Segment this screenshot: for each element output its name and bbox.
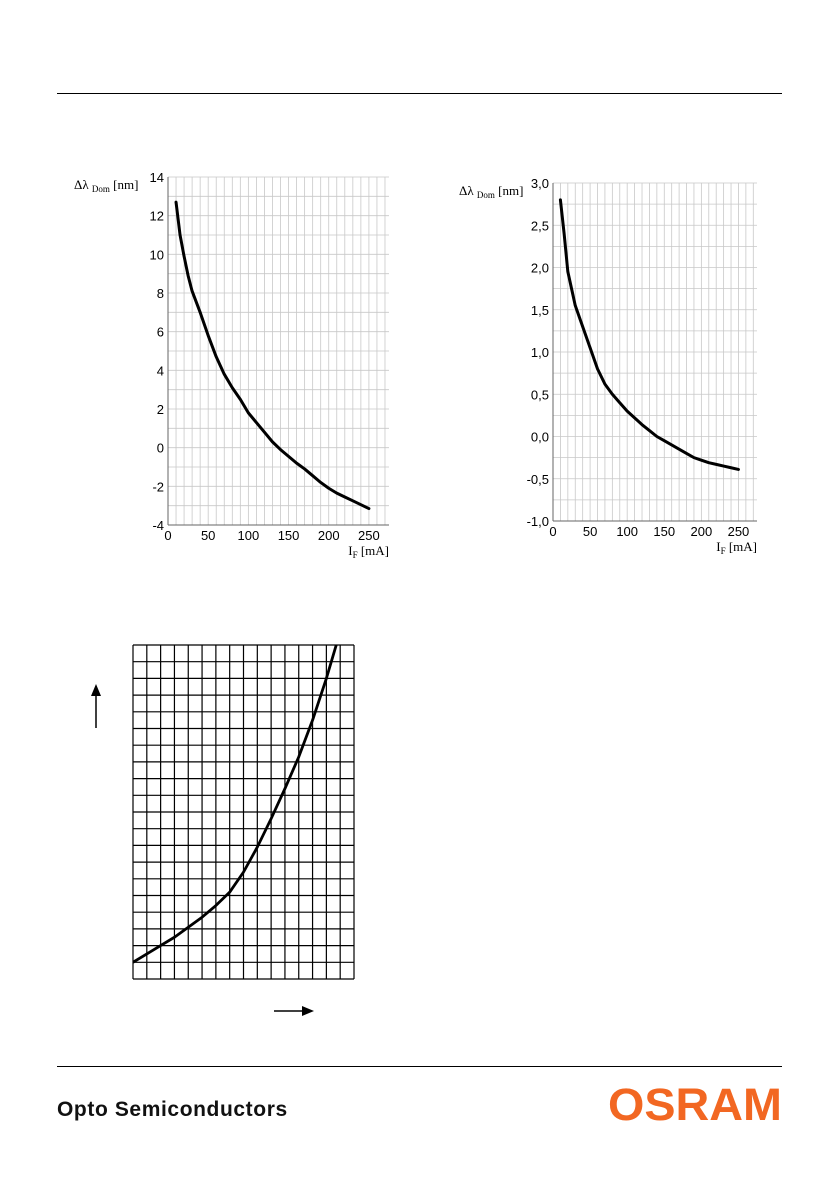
x-tick-label: 200 [317,528,340,543]
y-tick-label: 6 [156,324,164,340]
x-axis-arrow-icon [274,1006,314,1016]
y-axis-label [74,177,138,194]
y-tick-label: -0,5 [526,471,549,487]
y-axis-label-unit: [nm] [109,177,139,192]
y-tick-label: 12 [149,208,164,224]
y-tick-label: 3,0 [530,176,549,191]
x-tick-label: 250 [358,528,380,543]
x-tick-label: 50 [582,524,598,539]
y-tick-label: 8 [156,286,164,301]
y-axis-label-symbol: Δλ [74,177,92,192]
y-tick-label: 2,5 [530,218,549,234]
x-axis-label-unit: [mA] [725,539,757,554]
x-axis-label [716,539,757,556]
chart-2 [459,176,757,556]
x-axis-label-subscript: F [720,546,726,556]
x-tick-label: 0 [164,528,172,543]
y-axis-label-subscript: Dom [476,190,495,200]
x-tick-label: 200 [690,524,713,539]
chart-3 [91,582,354,1016]
x-tick-label: 100 [616,524,639,539]
x-axis-label-subscript: F [352,550,358,560]
chart-1 [74,170,389,560]
y-axis-label [459,183,523,200]
x-axis-label [348,543,389,560]
osram-logo-text: OSRAM [608,1080,782,1128]
y-axis-arrow-icon [91,684,101,728]
y-tick-label: 2 [156,402,164,417]
x-tick-label: 250 [727,524,750,539]
y-axis-label-symbol: Δλ [459,183,477,198]
x-tick-label: 0 [549,524,557,539]
y-tick-label: -2 [152,479,164,495]
y-tick-label: 0,5 [530,387,549,403]
y-arrow-head [91,684,101,696]
x-axis-label-unit: [mA] [357,543,389,558]
y-tick-label: 10 [149,247,164,263]
y-tick-label: 1,0 [530,345,549,360]
footer-rule [57,1066,782,1067]
y-tick-label: 2,0 [530,260,549,276]
footer-company-text: Opto Semiconductors [57,1098,288,1121]
x-tick-label: 150 [277,528,300,543]
x-tick-label: 100 [237,528,260,543]
osram-logo [608,1080,783,1128]
x-axis-label-symbol: I [716,539,721,554]
y-tick-label: -4 [152,518,164,533]
y-tick-label: 0,0 [530,429,549,445]
y-tick-label: 0 [156,440,164,456]
x-axis-label-symbol: I [348,543,353,558]
y-tick-label: 1,5 [530,302,549,318]
y-tick-label: -1,0 [526,514,549,529]
y-tick-label: 14 [149,170,164,185]
y-axis-label-unit: [nm] [494,183,524,198]
y-tick-label: 4 [156,363,164,379]
y-axis-label-subscript: Dom [91,184,110,194]
x-tick-label: 50 [200,528,216,543]
x-arrow-head [302,1006,314,1016]
x-tick-label: 150 [653,524,676,539]
